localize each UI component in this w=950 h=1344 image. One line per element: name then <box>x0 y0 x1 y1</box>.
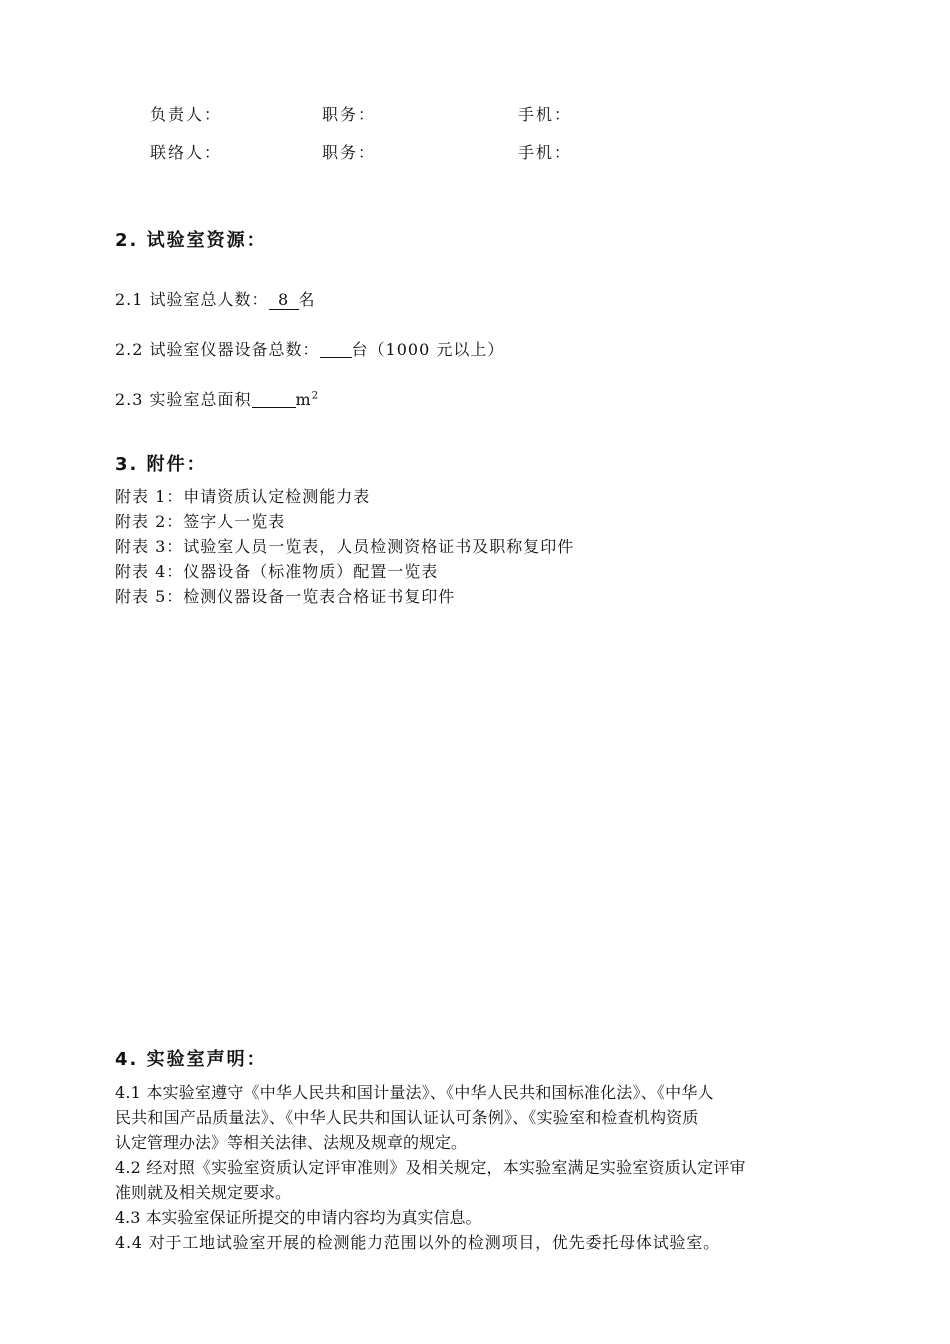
declaration-line: 民共和国产品质量法》、《中华人民共和国认证认可条例》、《实验室和检查机构资质 <box>115 1108 699 1127</box>
title-label: 职务： <box>322 143 377 162</box>
declaration-line: 4.3 本实验室保证所提交的申请内容均为真实信息。 <box>115 1208 482 1227</box>
total-equipment-unit: 台（1000 元以上） <box>351 340 505 359</box>
attachment-item: 附表 4：仪器设备（标准物质）配置一览表 <box>115 562 439 581</box>
declaration-line: 认定管理办法》等相关法律、法规及规章的规定。 <box>115 1133 468 1152</box>
total-area-value <box>252 389 296 408</box>
title-label: 职务： <box>322 105 377 124</box>
attachment-list <box>115 484 574 609</box>
total-equipment-label: 2.2 试验室仪器设备总数： <box>115 340 320 359</box>
declaration-line: 4.2 经对照《实验室资质认定评审准则》及相关规定，本实验室满足实验室资质认定评审 <box>115 1158 746 1177</box>
total-staff-label: 2.1 试验室总人数： <box>115 290 269 309</box>
person-label: 负责人： <box>150 105 223 124</box>
section-heading-declaration: 4. 实验室声明： <box>115 1049 267 1070</box>
attachment-item: 附表 5：检测仪器设备一览表合格证书复印件 <box>115 587 456 606</box>
declaration-text <box>115 1080 860 1255</box>
attachment-item: 附表 1：申请资质认定检测能力表 <box>115 487 371 506</box>
declaration-line: 4.1 本实验室遵守《中华人民共和国计量法》、《中华人民共和国标准化法》、《中华人 <box>115 1083 714 1102</box>
section-heading-resources: 2. 试验室资源： <box>115 230 267 251</box>
declaration-line: 准则就及相关规定要求。 <box>115 1183 292 1202</box>
total-staff-line <box>115 287 316 310</box>
total-staff-value: 8 <box>269 291 299 310</box>
phone-label: 手机： <box>518 105 573 124</box>
total-area-unit-superscript: 2 <box>311 390 320 402</box>
attachment-item: 附表 3：试验室人员一览表，人员检测资格证书及职称复印件 <box>115 537 575 556</box>
person-label: 联络人： <box>150 143 223 162</box>
total-equipment-value <box>320 339 352 358</box>
declaration-line: 4.4 对于工地试验室开展的检测能力范围以外的检测项目，优先委托母体试验室。 <box>115 1233 720 1252</box>
total-staff-unit: 名 <box>298 290 316 309</box>
total-area-line <box>115 387 319 410</box>
section-heading-attachments: 3. 附件： <box>115 454 207 475</box>
total-area-label: 2.3 实验室总面积 <box>115 390 252 409</box>
phone-label: 手机： <box>518 143 573 162</box>
total-equipment-line <box>115 337 504 360</box>
attachment-item: 附表 2：签字人一览表 <box>115 512 286 531</box>
total-area-unit: m <box>295 390 312 409</box>
